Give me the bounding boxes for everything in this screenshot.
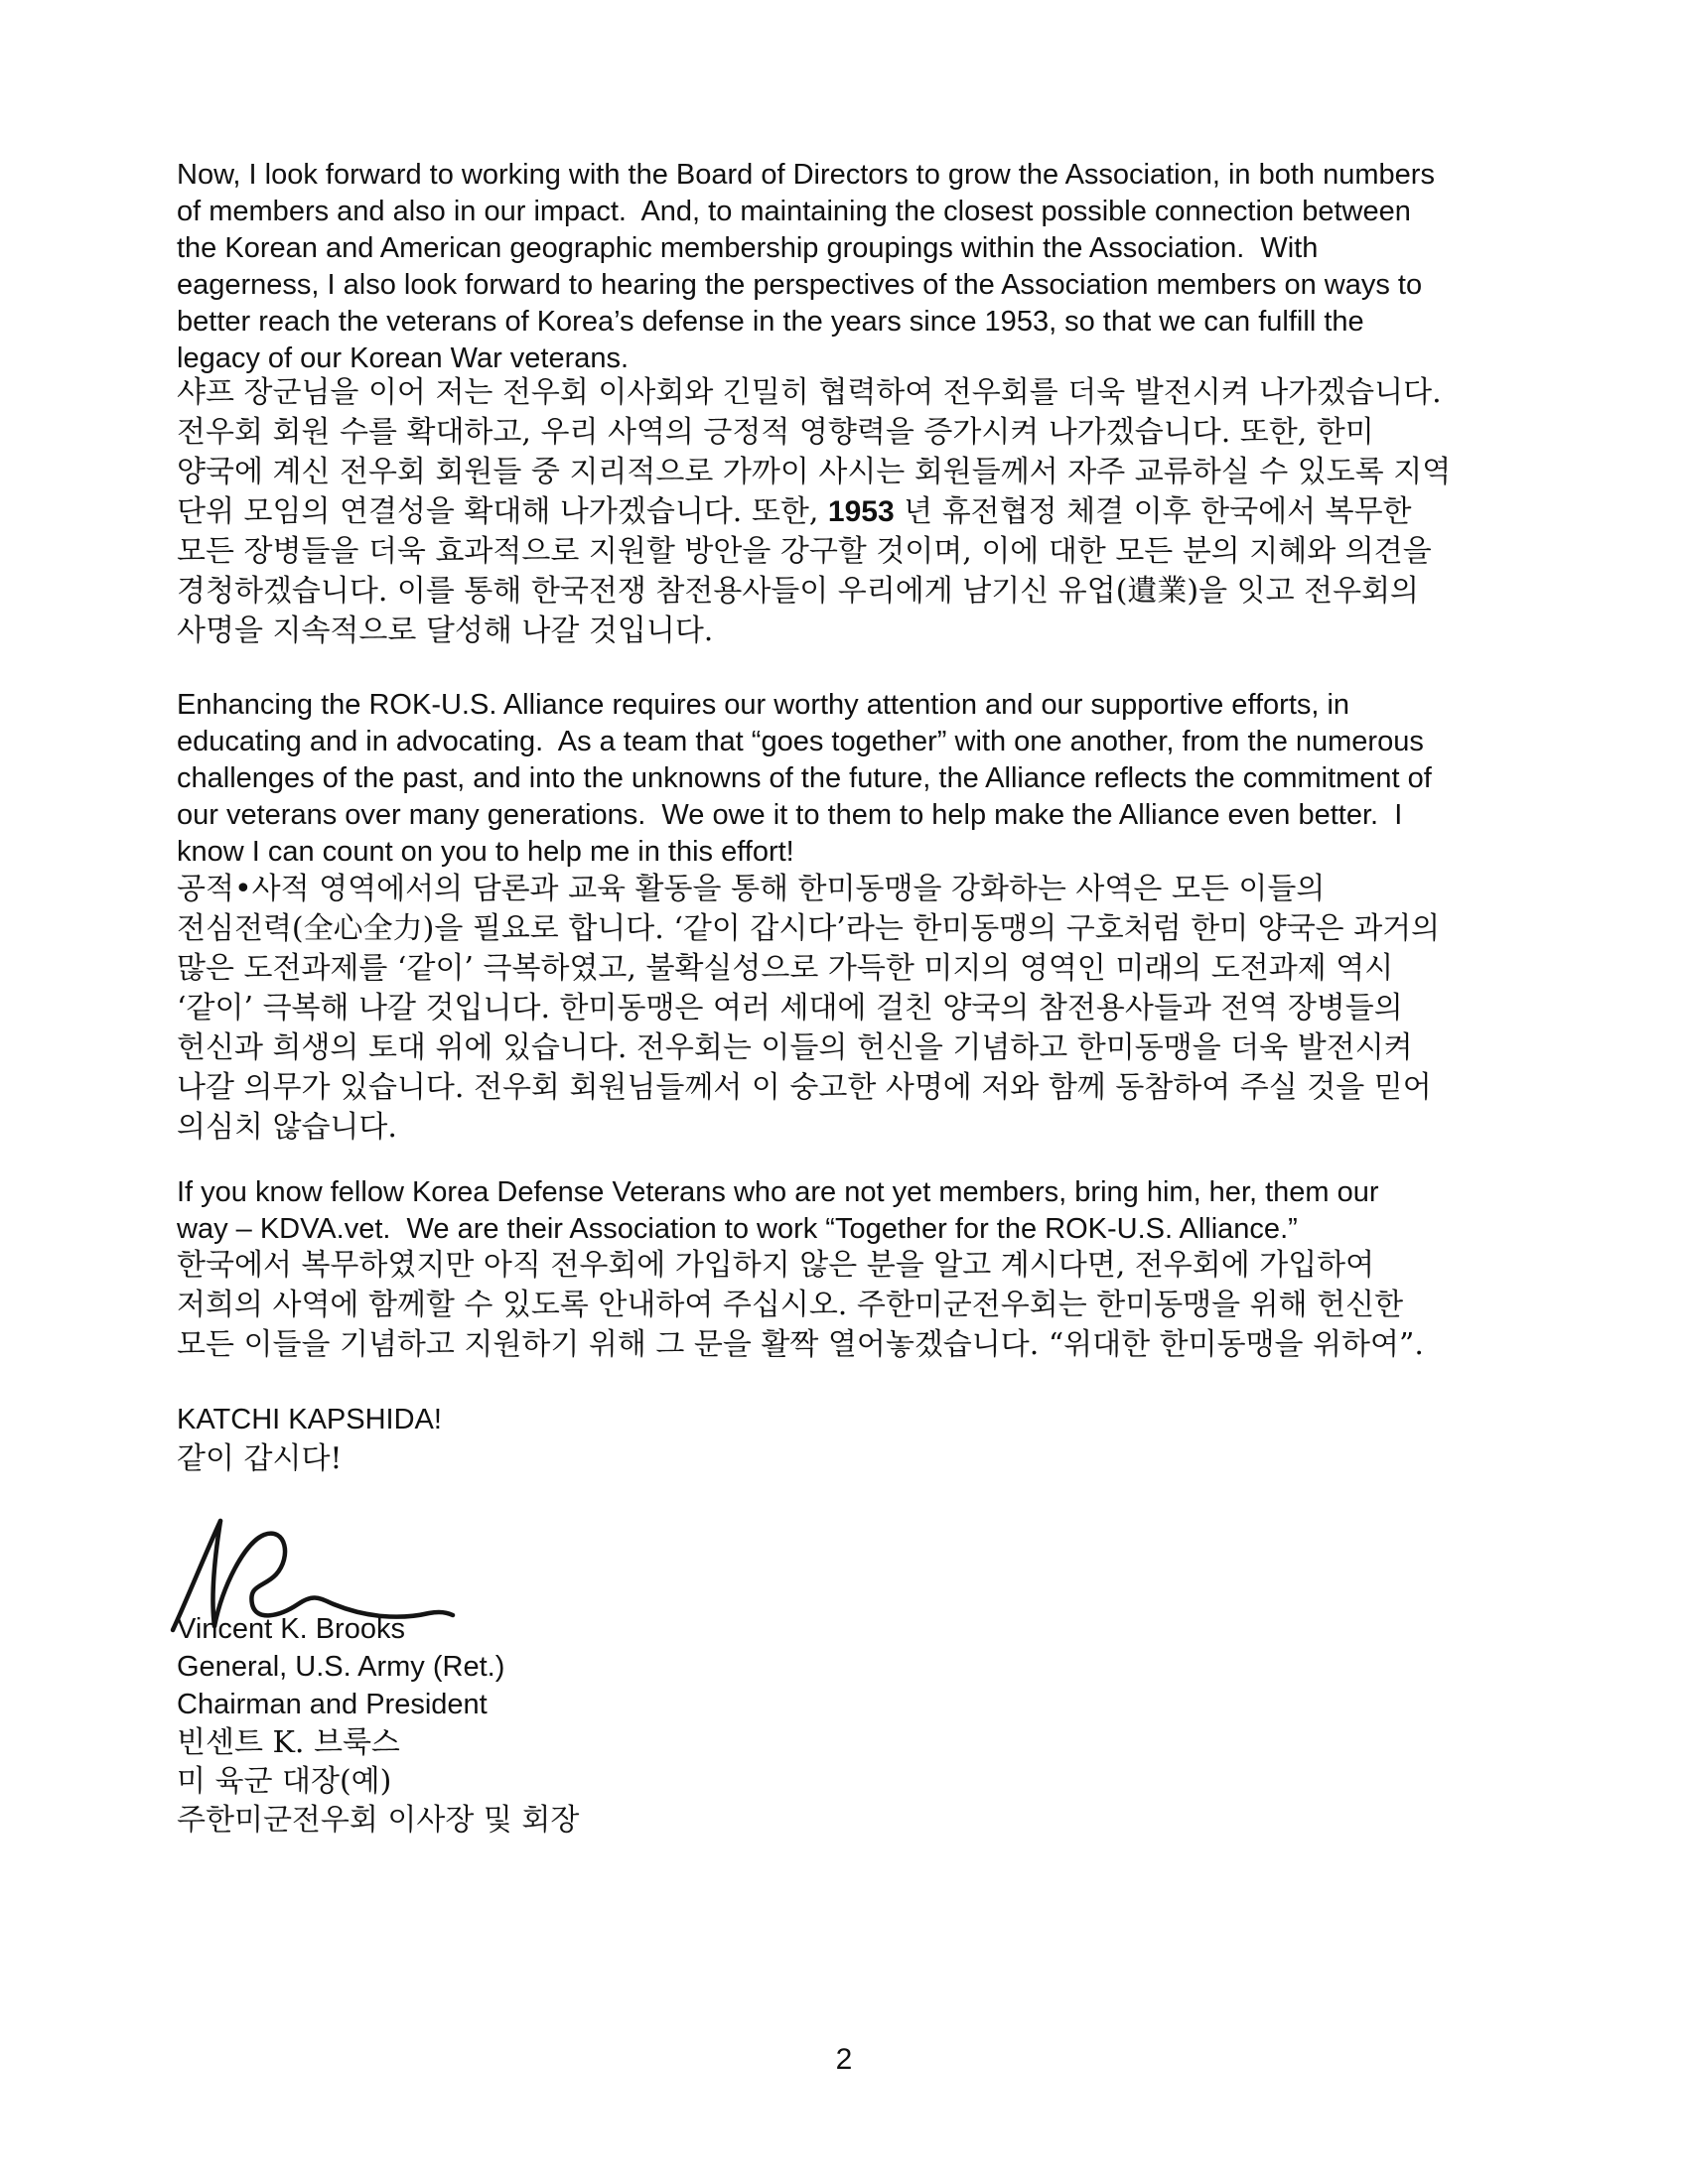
text-line: know I can count on you to help me in this effort! xyxy=(177,836,794,868)
closing-english: KATCHI KAPSHIDA! xyxy=(177,1404,442,1435)
signature-rank: General, U.S. Army (Ret.) xyxy=(177,1651,505,1683)
signature-name: Vincent K. Brooks xyxy=(177,1613,405,1645)
text-line: way – KDVA.vet. We are their Association to work “Together for the ROK-U.S. Alliance.” xyxy=(177,1213,1298,1245)
text-line: Enhancing the ROK-U.S. Alliance requires our worthy attention and our supportive efforts, in xyxy=(177,689,1350,721)
text-line: legacy of our Korean War veterans. xyxy=(177,342,630,374)
text-line: 나갈 의무가 있습니다. 전우회 회원님들께서 이 숭고한 사명에 저와 함께 동참하여 주실 것을 믿어 xyxy=(177,1070,1432,1105)
text-line: of members and also in our impact. And, to maintaining the closest possible connection between xyxy=(177,196,1411,227)
text-line: 한국에서 복무하였지만 아직 전우회에 가입하지 않은 분을 알고 계시다면, 전우회에 가입하여 xyxy=(177,1248,1375,1283)
text-line: ‘같이’ 극복해 나갈 것입니다. 한미동맹은 여러 세대에 걸친 양국의 참전용사들과 전역 장병들의 xyxy=(177,991,1403,1025)
text-line: If you know fellow Korea Defense Veterans who are not yet members, bring him, her, them our xyxy=(177,1176,1379,1208)
text-line: 공적•사적 영역에서의 담론과 교육 활동을 통해 한미동맹을 강화하는 사역은 모든 이들의 xyxy=(177,872,1326,906)
text-line: our veterans over many generations. We owe it to them to help make the Alliance even better. I xyxy=(177,799,1403,831)
paragraph-1-english xyxy=(177,157,1435,377)
page-number: 2 xyxy=(835,2043,853,2076)
paragraph-2-english xyxy=(177,687,1432,871)
text-line: 전심전력(全心全力)을 필요로 합니다. ‘같이 갑시다’라는 한미동맹의 구호처럼 한미 양국은 과거의 xyxy=(177,911,1441,946)
text-line: challenges of the past, and into the unknowns of the future, the Alliance reflects the commitment of xyxy=(177,762,1432,794)
text-line: the Korean and American geographic membership groupings within the Association. With xyxy=(177,232,1319,264)
text-line: 의심치 않습니다. xyxy=(177,1110,397,1145)
paragraph-3-korean xyxy=(177,1246,1424,1365)
text-line: Now, I look forward to working with the Board of Directors to grow the Association, in both numbers xyxy=(177,159,1435,191)
text-line: 사명을 지속적으로 달성해 나갈 것입니다. xyxy=(177,614,714,648)
closing xyxy=(177,1402,442,1480)
text-line: 많은 도전과제를 ‘같이’ 극복하였고, 불확실성으로 가득한 미지의 영역인 미래의 도전과제 역시 xyxy=(177,951,1394,986)
text-line: 저희의 사역에 함께할 수 있도록 안내하여 주십시오. 주한미군전우회는 한미동맹을 위해 헌신한 xyxy=(177,1288,1404,1322)
paragraph-2-korean xyxy=(177,870,1440,1148)
text-segment: 년 휴전협정 체결 이후 한국에서 복무한 xyxy=(894,494,1412,529)
text-line: 경청하겠습니다. 이를 통해 한국전쟁 참전용사들이 우리에게 남기신 유업(遺業)을 잇고 전우회의 xyxy=(177,574,1420,609)
bold-year-1953: 1953 xyxy=(827,495,895,528)
paragraph-3-english xyxy=(177,1174,1379,1248)
signature-title: Chairman and President xyxy=(177,1689,488,1720)
text-line: better reach the veterans of Korea’s defense in the years since 1953, so that we can fulfill the xyxy=(177,306,1364,338)
signature-rank-korean: 미 육군 대장(예) xyxy=(177,1764,392,1799)
paragraph-1-korean xyxy=(177,373,1451,651)
text-line: 샤프 장군님을 이어 저는 전우회 이사회와 긴밀히 협력하여 전우회를 더욱 발전시켜 나가겠습니다. xyxy=(177,375,1442,410)
signature-name-korean: 빈센트 K. 브룩스 xyxy=(177,1725,400,1760)
text-line: eagerness, I also look forward to hearing the perspectives of the Association members on ways to xyxy=(177,269,1423,301)
text-line: 모든 이들을 기념하고 지원하기 위해 그 문을 활짝 열어놓겠습니다. “위대한 한미동맹을 위하여”. xyxy=(177,1327,1424,1362)
text-segment: 단위 모임의 연결성을 확대해 나가겠습니다. 또한, xyxy=(177,494,828,529)
text-line: 모든 장병들을 더욱 효과적으로 지원할 방안을 강구할 것이며, 이에 대한 모든 분의 지혜와 의견을 xyxy=(177,534,1432,569)
closing-korean: 같이 갑시다! xyxy=(177,1441,343,1476)
text-line xyxy=(177,492,1451,532)
text-line: 양국에 계신 전우회 회원들 중 지리적으로 가까이 사시는 회원들께서 자주 교류하실 수 있도록 지역 xyxy=(177,455,1452,489)
signature-block xyxy=(177,1610,579,1840)
text-line: 헌신과 희생의 토대 위에 있습니다. 전우회는 이들의 헌신을 기념하고 한미동맹을 더욱 발전시켜 xyxy=(177,1030,1413,1065)
text-line: 전우회 회원 수를 확대하고, 우리 사역의 긍정적 영향력을 증가시켜 나가겠습니다. 또한, 한미 xyxy=(177,415,1374,450)
signature-title-korean: 주한미군전우회 이사장 및 회장 xyxy=(177,1803,580,1838)
text-line: educating and in advocating. As a team that “goes together” with one another, from the numerous xyxy=(177,726,1424,757)
